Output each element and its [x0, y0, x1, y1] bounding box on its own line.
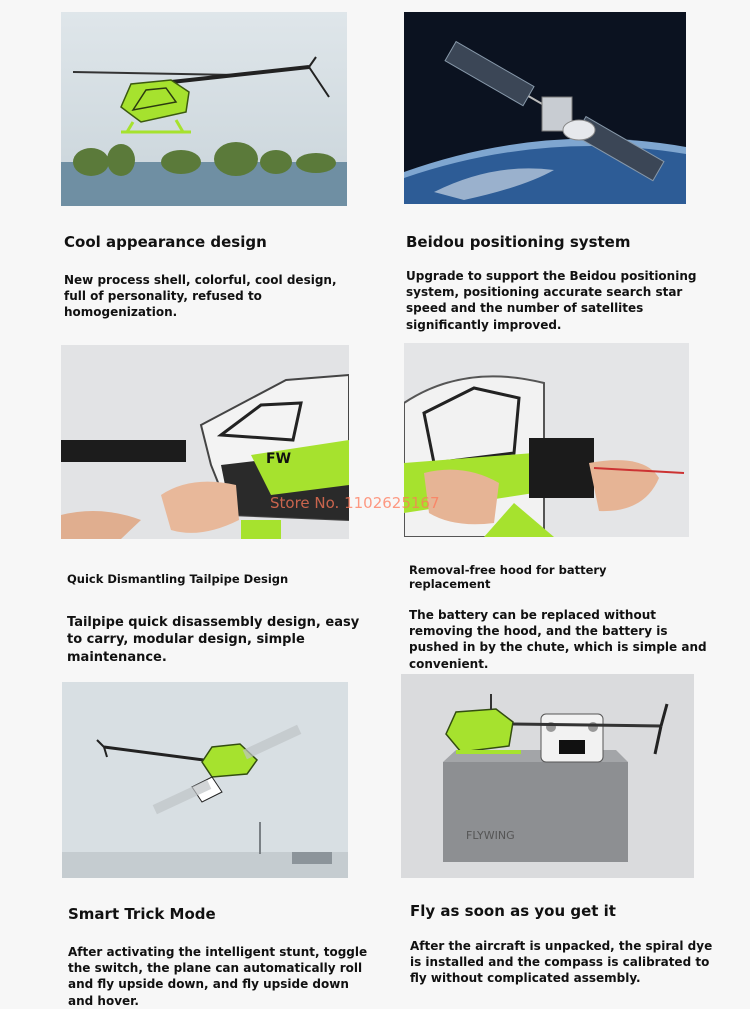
box-brand-logo: FLYWING	[466, 829, 515, 842]
photo-helicopter-flying-lake	[61, 12, 347, 206]
feature-title: Fly as soon as you get it	[410, 902, 616, 920]
feature-title: Removal-free hood for battery replacement	[409, 563, 607, 592]
feature-description: After the aircraft is unpacked, the spiral dye is installed and the compass is calibrated to fly without complicated assembly.	[410, 939, 713, 986]
feature-description: The battery can be replaced without removing the hood, and the battery is pushed in by the chute, which is simple and convenient.	[409, 608, 707, 671]
canopy-logo: FW	[266, 451, 292, 467]
photo-satellite-space	[404, 12, 686, 204]
store-watermark: Store No. 1102625167	[270, 494, 440, 512]
feature-description: Upgrade to support the Beidou positioning system, positioning accurate search star speed and the number of satellites significantly improved.	[406, 269, 697, 332]
feature-title: Quick Dismantling Tailpipe Design	[67, 572, 289, 586]
feature-description: New process shell, colorful, cool design, full of personality, refused to homogenization.	[64, 273, 337, 320]
photo-unboxed-helicopter	[401, 674, 694, 878]
photo-battery-replacement	[404, 343, 689, 537]
feature-title: Beidou positioning system	[406, 233, 631, 251]
feature-title: Cool appearance design	[64, 233, 267, 251]
photo-smart-trick-flight	[62, 682, 348, 878]
feature-description: Tailpipe quick disassembly design, easy to carry, modular design, simple maintenance.	[67, 615, 360, 665]
feature-description: After activating the intelligent stunt, toggle the switch, the plane can automatically roll and fly upside down, and fly upside down and hover.	[68, 945, 368, 1008]
feature-title: Smart Trick Mode	[68, 905, 216, 923]
